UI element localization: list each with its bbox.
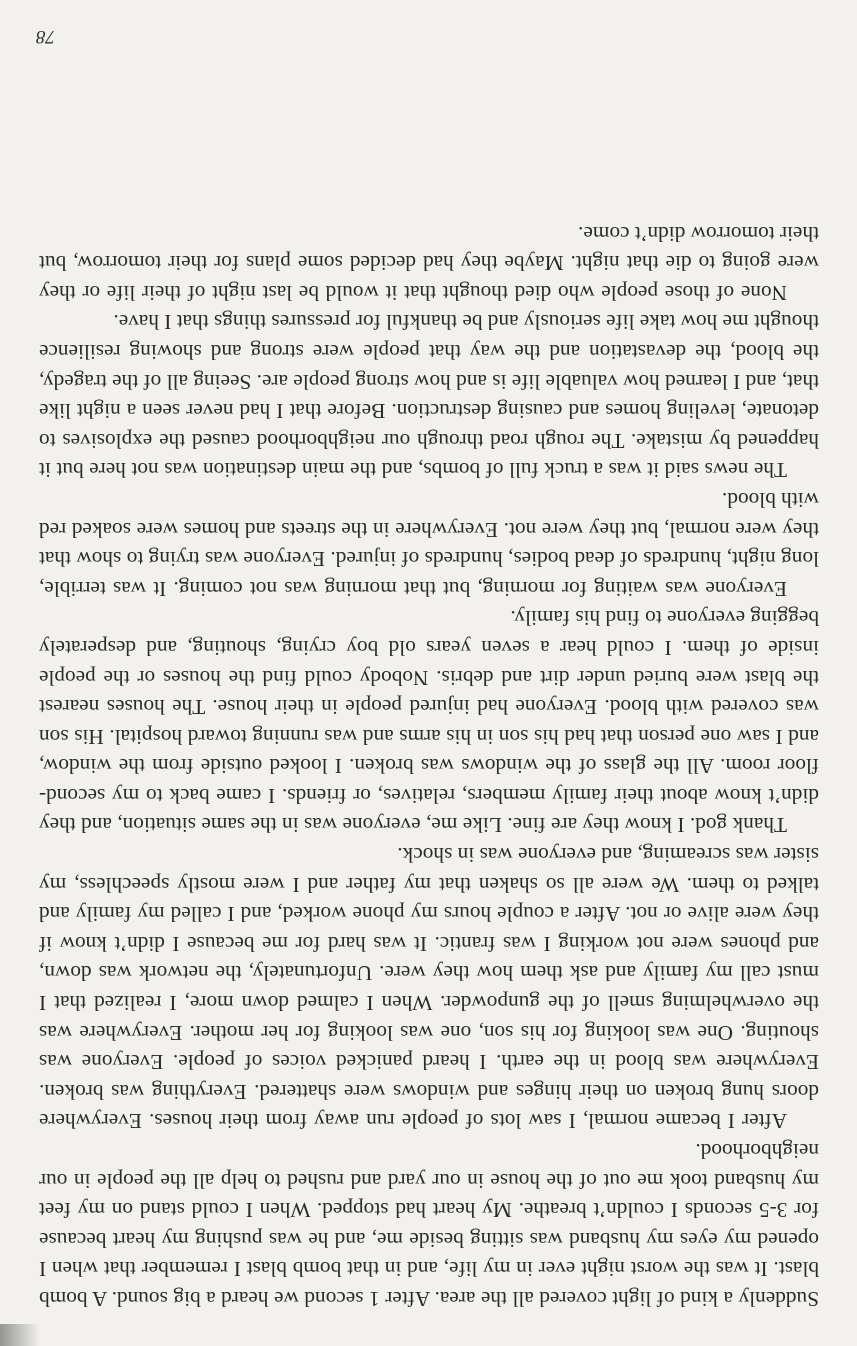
paragraph-3: Thank god. I know they are fine. Like me, everyone was in the same situation, and they didn’t know about their family members, relatives, or friends. I came back to my second-floor room. All the glass of the windows was broken. I looked outside from the window, and I saw one person that had his son in his arms and was running toward hospital. His son was covered with blood. Everyone had injured people in their house. The houses nearest the blast were buried under dirt and debris. Nobody could find the houses or the people inside of them. I could hear a seven years old boy crying, shouting, and desperately begging everyone to find his family. [39,606,819,838]
paragraph-5: The news said it was a truck full of bombs, and the main destination was not here but it happened by mistake. The rough road through our neighborhood caused the explosives to detonate, leveling homes and causing destruction. Before that I had never seen a night like that, and I learned how valuable life is and how strong people are. Seeing all of the tragedy, the blood, the devastation and the way that people were strong and showing resilience thought me how take life seriously and be thankful for pressures things that I have. [39,310,819,483]
body-text [39,218,819,1313]
paragraph-4: Everyone was waiting for morning, but that morning was not coming. It was terrible, long night, hundreds of dead bodies, hundreds of injured. Everyone was trying to show that they were normal, but they were not. Everywhere in the streets and homes were soaked red with blood. [39,487,819,601]
paragraph-2: After I became normal, I saw lots of people run away from their houses. Everywhere doors hung broken on their hinges and windows were shattered. Everything was broken. Everywhere was blood in the earth. I heard panicked voices of people. Everyone was shouting. One was looking for his son, one was looking for her mother. Everywhere was the overwhelming smell of the gunpowder. When I calmed down more, I realized that I must call my family and ask them how they were. Unfortunately, the network was down, and phones were not working I was frantic. It was hard for me because I didn’t know if they were alive or not. After a couple hours my phone worked, and I called my family and talked to them. We were all so shaken that my father and I were mostly speechless, my sister was screaming, and everyone was in shock. [39,843,819,1134]
page-number: 78 [36,26,55,47]
paragraph-1: Suddenly a kind of light covered all the area. After 1 second we heard a big sound. A bomb blast. It was the worst night ever in my life, and in that bomb blast I remember that when I opened my eyes my husband was sitting beside me, and he was pushing my heart because for 3-5 seconds I couldn’t breathe. My heart had stopped. When I could stand on my feet my husband took me out of the house in our yard and rushed to help all the people in our neighborhood. [39,1139,819,1311]
paragraph-6: None of those people who died thought that it would be last night of their life or they were going to die that night. Maybe they had decided some plans for their tomorrow, but their tomorrow didn’t come. [39,221,819,305]
scan-edge-shadow [0,1324,40,1346]
